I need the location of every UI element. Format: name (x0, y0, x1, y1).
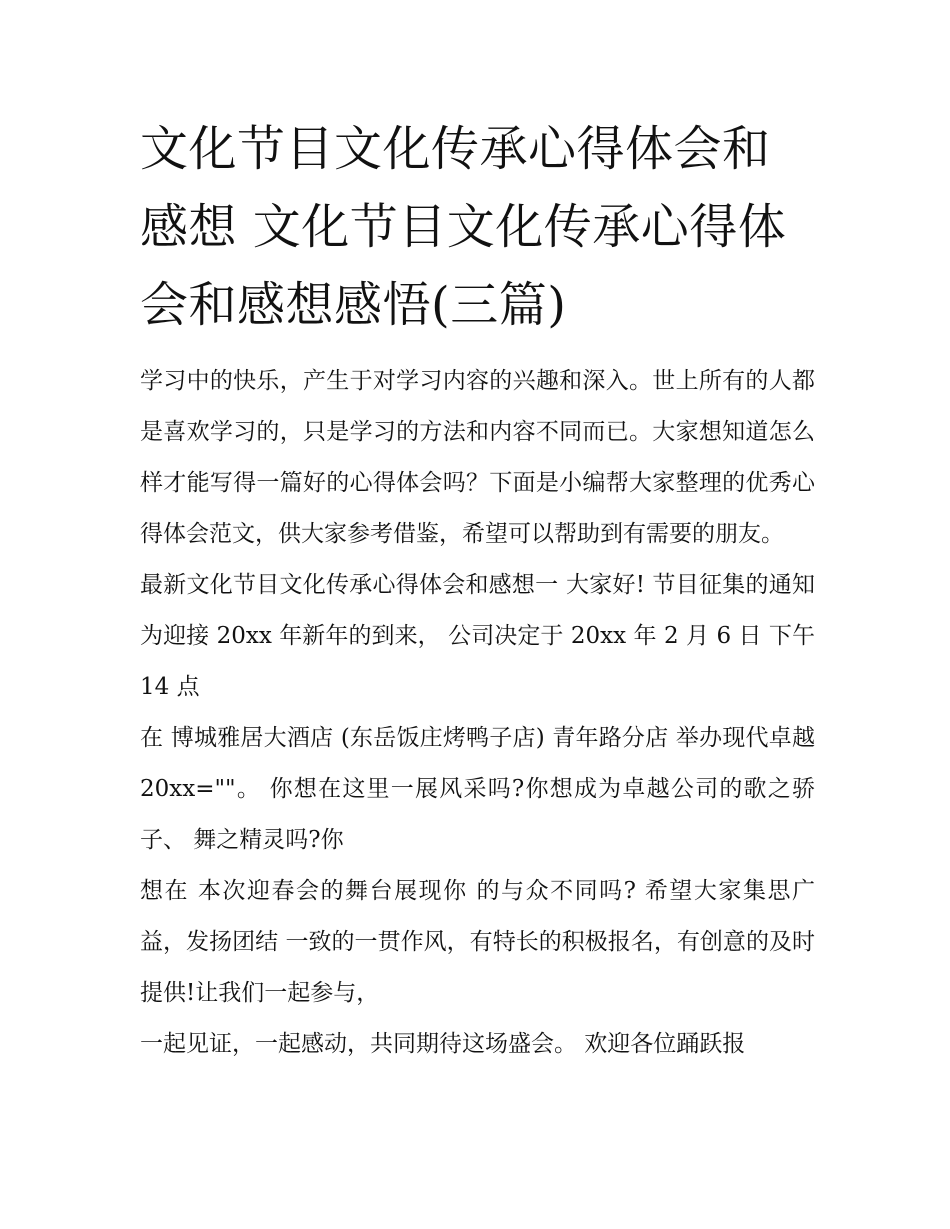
document-title: 文化节目文化传承心得体会和感想 文化节目文化传承心得体会和感想感悟(三篇) (140, 121, 787, 333)
paragraph-notice: 最新文化节目文化传承心得体会和感想一 大家好! 节目征集的通知 为迎接 20xx 年新年的到来， 公司决定于 20xx 年 2 月 6 日 下午 14 点 (140, 572, 815, 700)
paragraph-invitation: 想在 本次迎春会的舞台展现你 的与众不同吗? 希望大家集思广益，发扬团结 一致的一贯作风，有特长的积极报名，有创意的及时 提供!让我们一起参与， (140, 878, 815, 1006)
paragraph-intro: 学习中的快乐，产生于对学习内容的兴趣和深入。世上所有的人都是喜欢学习的，只是学习的方法和内容不同而已。大家想知道怎么样才能写得一篇好的心得体会吗？下面是小编帮大家整理的优秀心得体会范文，供大家参考借鉴，希望可以帮助到有需要的朋友。 (140, 368, 815, 547)
paragraph-closing: 一起见证，一起感动，共同期待这场盛会。 欢迎各位踊跃报 (140, 1031, 746, 1057)
document-page (140, 110, 815, 1070)
paragraph-venue: 在 博城雅居大酒店 (东岳饭庄烤鸭子店) 青年路分店 举办现代卓越 20xx=""。 你想在这里一展风采吗?你想成为卓越公司的歌之骄子、 舞之精灵吗?你 (140, 725, 815, 853)
